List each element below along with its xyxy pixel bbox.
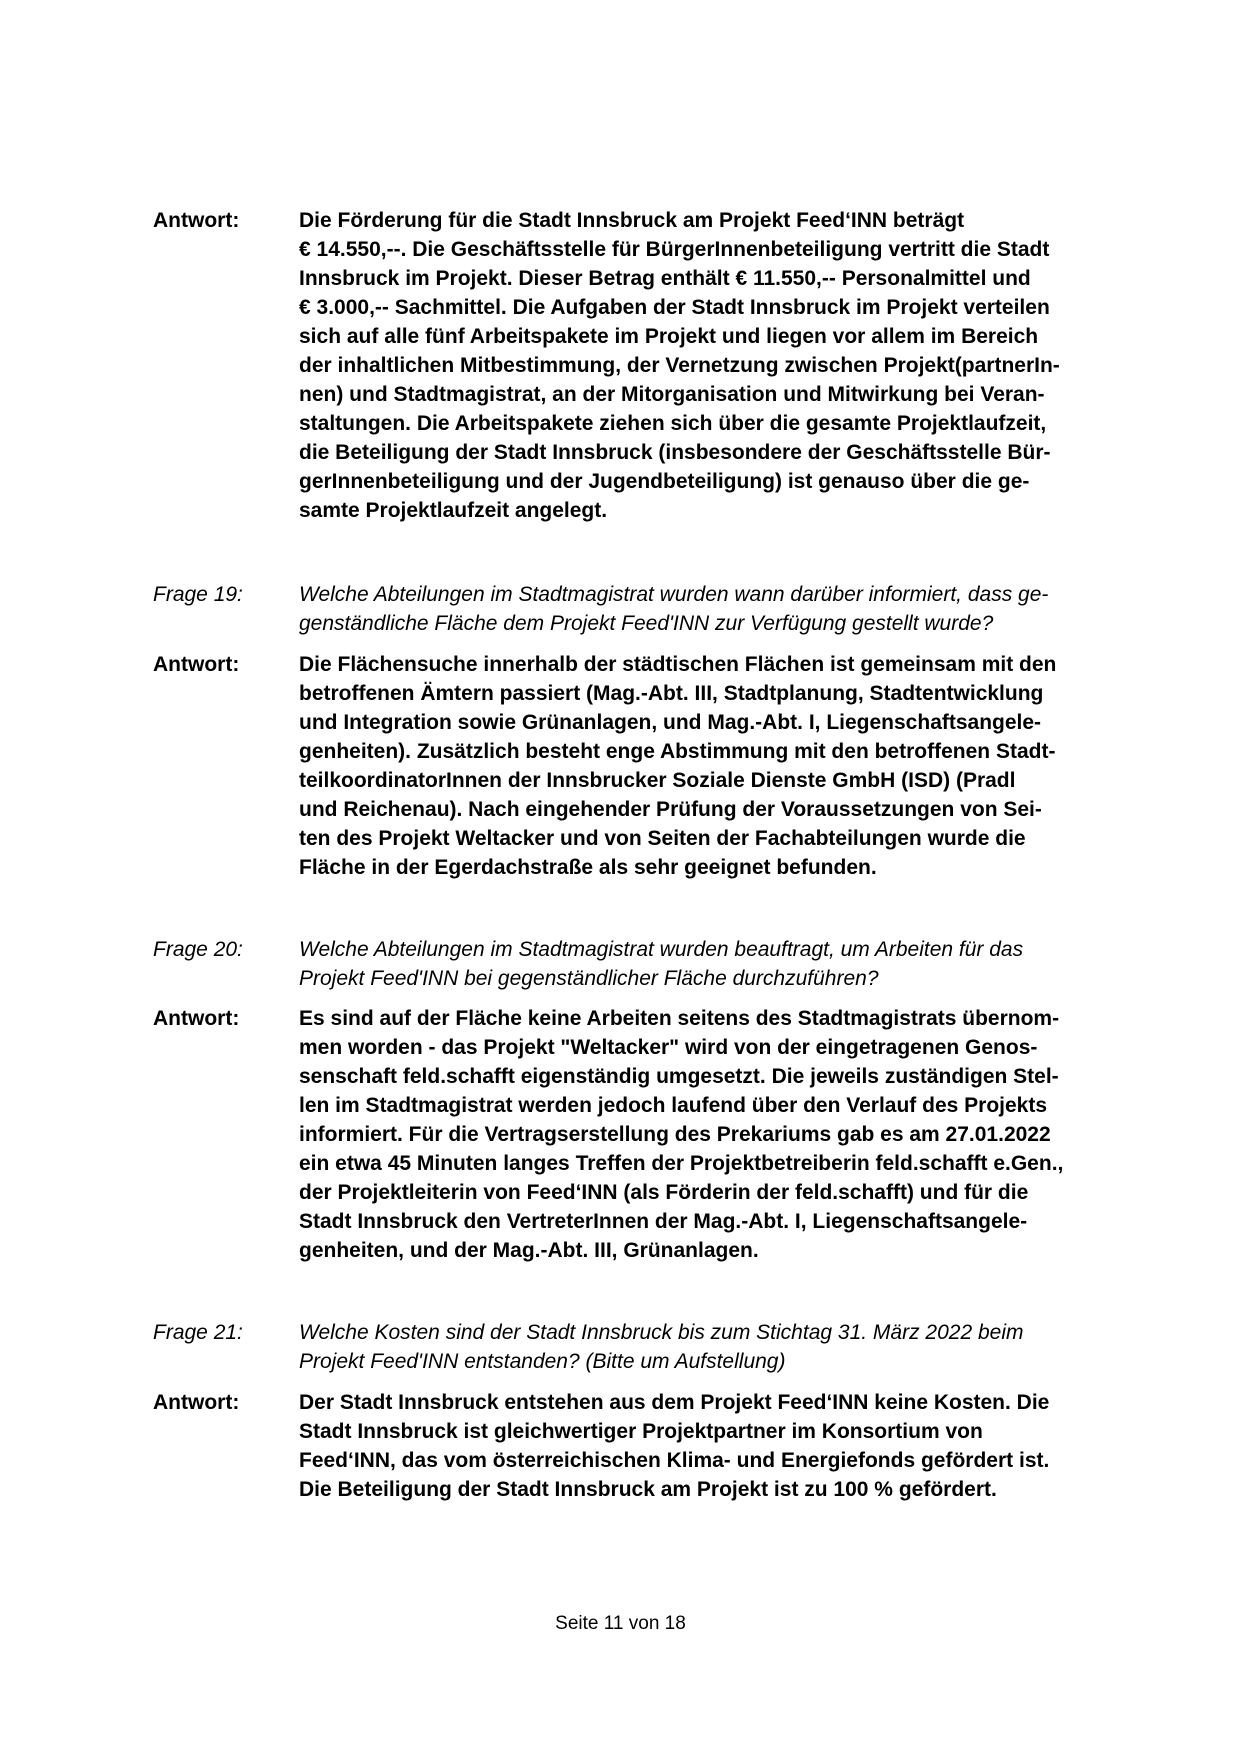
answer-18-line: die Beteiligung der Stadt Innsbruck (insbesondere der Geschäftsstelle Bür- (299, 441, 1051, 464)
answer-18-line: gerInnenbeteiligung und der Jugendbeteiligung) ist genauso über die ge- (299, 470, 1030, 493)
answer-18-line: nen) und Stadtmagistrat, an der Mitorganisation und Mitwirkung bei Veran- (299, 383, 1045, 406)
answer-20-line: len im Stadtmagistrat werden jedoch laufend über den Verlauf des Projekts (299, 1094, 1048, 1117)
answer-21-line: Stadt Innsbruck ist gleichwertiger Projektpartner im Konsortium von (299, 1420, 983, 1443)
answer-19-line: Die Flächensuche innerhalb der städtischen Flächen ist gemeinsam mit den (299, 653, 1057, 676)
answer-19-line: und Integration sowie Grünanlagen, und Mag.-Abt. I, Liegenschaftsangele- (299, 711, 1042, 734)
answer-label-18: Antwort: (153, 209, 240, 232)
answer-18-line: der inhaltlichen Mitbestimmung, der Vernetzung zwischen Projekt(partnerIn- (299, 354, 1060, 377)
question-19-line: genständliche Fläche dem Projekt Feed'INN zur Verfügung gestellt wurde? (299, 612, 994, 635)
answer-19-text (299, 650, 1119, 882)
answer-label-20: Antwort: (153, 1007, 240, 1030)
page-number-footer: Seite 11 von 18 (555, 1613, 686, 1634)
question-20-text (299, 935, 1119, 993)
answer-20-text (299, 1004, 1119, 1265)
answer-20-line: Es sind auf der Fläche keine Arbeiten seitens des Stadtmagistrats übernom- (299, 1007, 1060, 1030)
question-21-line: Projekt Feed'INN entstanden? (Bitte um Aufstellung) (299, 1350, 786, 1373)
answer-18-line: samte Projektlaufzeit angelegt. (299, 499, 608, 522)
answer-18-line: staltungen. Die Arbeitspakete ziehen sich über die gesamte Projektlaufzeit, (299, 412, 1047, 435)
answer-21-text (299, 1388, 1119, 1504)
answer-18-text (299, 206, 1119, 525)
question-19-text (299, 580, 1119, 638)
question-label-19: Frage 19: (153, 583, 243, 606)
question-20-line: Welche Abteilungen im Stadtmagistrat wurden beauftragt, um Arbeiten für das (299, 938, 1024, 961)
answer-18-line: € 3.000,-- Sachmittel. Die Aufgaben der Stadt Innsbruck im Projekt verteilen (299, 296, 1050, 319)
question-19-line: Welche Abteilungen im Stadtmagistrat wurden wann darüber informiert, dass ge- (299, 583, 1049, 606)
answer-19-line: teilkoordinatorInnen der Innsbrucker Soziale Dienste GmbH (ISD) (Pradl (299, 769, 1016, 792)
answer-20-line: men worden - das Projekt "Weltacker" wird von der eingetragenen Genos- (299, 1036, 1038, 1059)
answer-18-line: Innsbruck im Projekt. Dieser Betrag enthält € 11.550,-- Personalmittel und (299, 267, 1031, 290)
answer-20-line: genheiten, und der Mag.-Abt. III, Grünanlagen. (299, 1239, 759, 1262)
answer-label-19: Antwort: (153, 653, 240, 676)
answer-20-line: ein etwa 45 Minuten langes Treffen der Projektbetreiberin feld.schafft e.Gen., (299, 1152, 1064, 1175)
answer-label-21: Antwort: (153, 1391, 240, 1414)
question-label-20: Frage 20: (153, 938, 243, 961)
answer-19-line: Fläche in der Egerdachstraße als sehr geeignet befunden. (299, 856, 877, 879)
question-20-line: Projekt Feed'INN bei gegenständlicher Fläche durchzuführen? (299, 967, 879, 990)
answer-19-line: genheiten). Zusätzlich besteht enge Abstimmung mit den betroffenen Stadt- (299, 740, 1056, 763)
answer-18-line: sich auf alle fünf Arbeitspakete im Projekt und liegen vor allem im Bereich (299, 325, 1039, 348)
answer-20-line: Stadt Innsbruck den VertreterInnen der Mag.-Abt. I, Liegenschaftsangele- (299, 1210, 1028, 1233)
answer-20-line: der Projektleiterin von Feed‘INN (als Förderin der feld.schafft) und für die (299, 1181, 1029, 1204)
answer-18-line: € 14.550,--. Die Geschäftsstelle für BürgerInnenbeteiligung vertritt die Stadt (299, 238, 1050, 261)
answer-20-line: senschaft feld.schafft eigenständig umgesetzt. Die jeweils zuständigen Stel- (299, 1065, 1059, 1088)
answer-19-line: und Reichenau). Nach eingehender Prüfung der Voraussetzungen von Sei- (299, 798, 1042, 821)
question-21-line: Welche Kosten sind der Stadt Innsbruck bis zum Stichtag 31. März 2022 beim (299, 1321, 1024, 1344)
answer-19-line: ten des Projekt Weltacker und von Seiten der Fachabteilungen wurde die (299, 827, 1026, 850)
answer-20-line: informiert. Für die Vertragserstellung des Prekariums gab es am 27.01.2022 (299, 1123, 1051, 1146)
question-21-text (299, 1318, 1119, 1376)
answer-21-line: Der Stadt Innsbruck entstehen aus dem Projekt Feed‘INN keine Kosten. Die (299, 1391, 1050, 1414)
answer-19-line: betroffenen Ämtern passiert (Mag.-Abt. III, Stadtplanung, Stadtentwicklung (299, 682, 1044, 705)
answer-21-line: Die Beteiligung der Stadt Innsbruck am Projekt ist zu 100 % gefördert. (299, 1478, 997, 1501)
question-label-21: Frage 21: (153, 1321, 243, 1344)
answer-18-line: Die Förderung für die Stadt Innsbruck am Projekt Feed‘INN beträgt (299, 209, 965, 232)
answer-21-line: Feed‘INN, das vom österreichischen Klima- und Energiefonds gefördert ist. (299, 1449, 1050, 1472)
